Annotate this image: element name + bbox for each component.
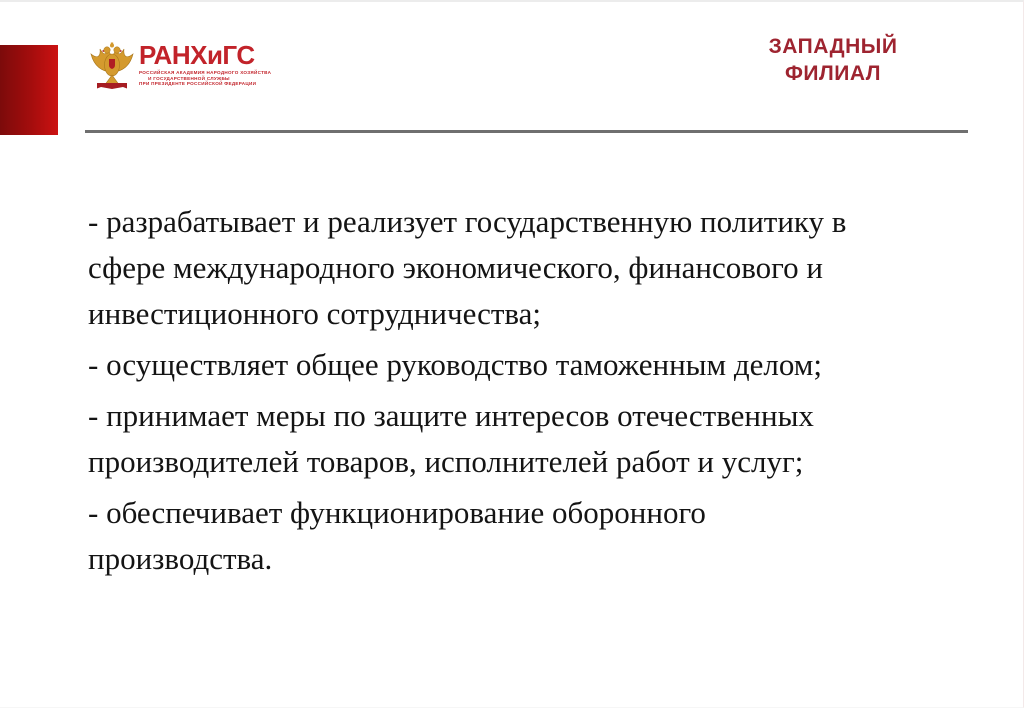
text-line: - обеспечивает функционирование оборонного <box>88 495 706 530</box>
logo-subtitle-line: РОССИЙСКАЯ АКАДЕМИЯ НАРОДНОГО ХОЗЯЙСТВА <box>139 70 272 75</box>
text-line: - разрабатывает и реализует государственную политику в <box>88 204 847 239</box>
bullet-paragraph <box>88 199 998 337</box>
branch-title-line1: ЗАПАДНЫЙ <box>768 35 898 58</box>
text-line: производства. <box>88 541 273 576</box>
logo-subtitle-line: ПРИ ПРЕЗИДЕНТЕ РОССИЙСКОЙ ФЕДЕРАЦИИ <box>139 81 257 87</box>
header-divider-line <box>85 130 968 133</box>
logo-subtitle-line: И ГОСУДАРСТВЕННОЙ СЛУЖБЫ <box>148 75 230 81</box>
ranepa-eagle-emblem-icon <box>90 42 134 92</box>
slide-body-text <box>88 199 998 587</box>
bullet-paragraph <box>88 490 998 582</box>
branch-title <box>718 33 948 87</box>
text-line: сфере международного экономического, финансового и <box>88 250 823 285</box>
text-line: - принимает меры по защите интересов отечественных <box>88 398 814 433</box>
bullet-paragraph <box>88 342 998 388</box>
bullet-paragraph <box>88 393 998 485</box>
left-accent-bar <box>0 45 58 135</box>
text-line: производителей товаров, исполнителей работ и услуг; <box>88 444 804 479</box>
logo-acronym: РАНХиГС <box>139 40 255 70</box>
text-line: инвестиционного сотрудничества; <box>88 296 542 331</box>
logo-text-block <box>139 40 272 87</box>
branch-title-line2: ФИЛИАЛ <box>784 62 881 85</box>
logo-subtitle <box>139 70 272 87</box>
ranepa-logo <box>90 40 272 92</box>
text-line: - осуществляет общее руководство таможенным делом; <box>88 347 823 382</box>
